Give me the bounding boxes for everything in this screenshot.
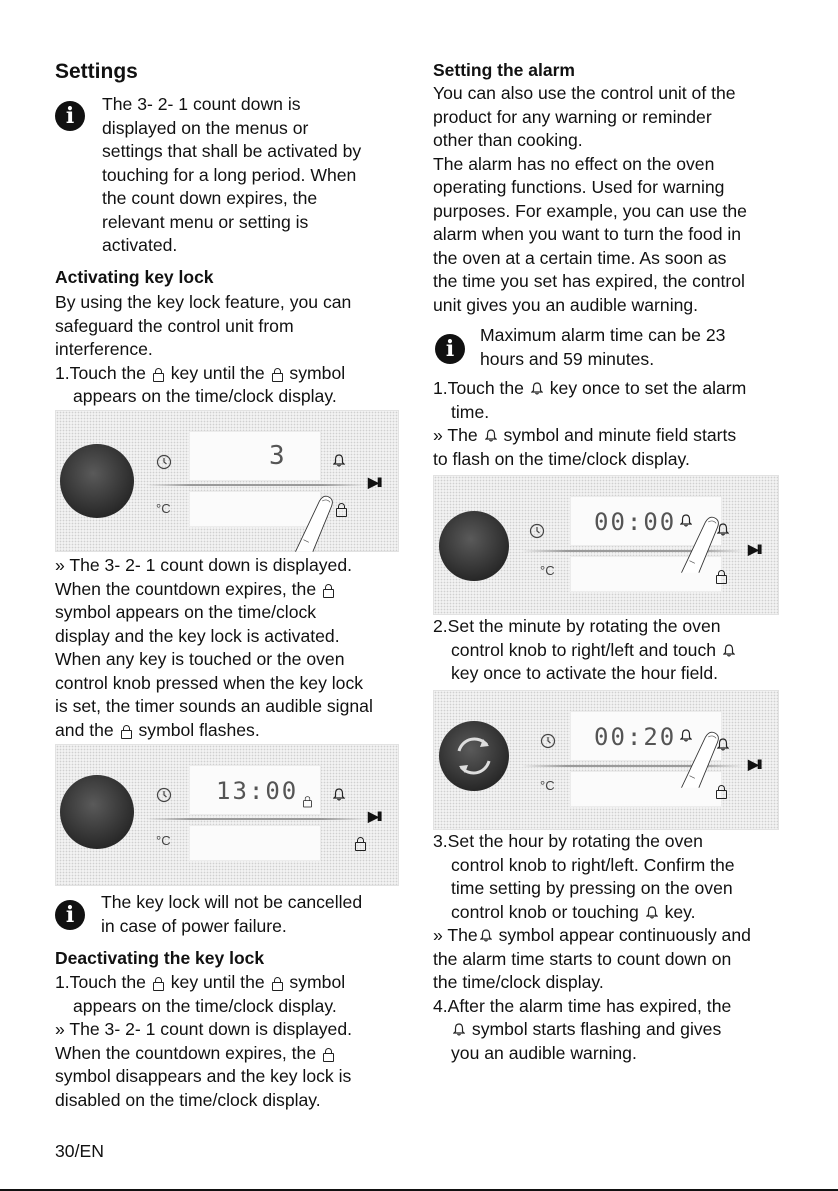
lock-icon	[303, 796, 312, 806]
temperature-symbol: °C	[156, 833, 171, 848]
text-line: symbol disappears and the key lock is	[55, 1066, 352, 1086]
lock-icon	[272, 977, 283, 989]
step-3-text	[433, 830, 751, 1065]
text-line: 1.Touch the key once to set the alarm	[433, 378, 747, 398]
text-line: the alarm time starts to count down on	[433, 948, 732, 969]
bell-icon	[485, 429, 497, 442]
text-line: » The 3- 2- 1 count down is displayed.	[55, 555, 352, 575]
activating-text	[55, 291, 351, 409]
note-line: relevant menu or setting is	[102, 211, 309, 232]
note-line: Maximum alarm time can be 23	[480, 325, 726, 345]
text-line: product for any warning or reminder	[433, 106, 712, 127]
bell-icon	[333, 788, 345, 801]
info-note	[101, 891, 362, 938]
bell-icon	[531, 382, 543, 395]
lock-icon	[323, 584, 334, 596]
info-icon: i	[55, 900, 85, 930]
text-line: » The symbol appear continuously and	[433, 925, 751, 945]
display-digits: 00:20	[594, 723, 677, 751]
display-digit: 3	[269, 441, 287, 471]
temp-display	[189, 825, 321, 861]
finger-icon	[672, 514, 727, 574]
clock-icon	[529, 523, 545, 539]
panel-line	[146, 818, 366, 820]
note-line: the count down expires, the	[102, 188, 318, 208]
temperature-symbol: °C	[156, 501, 171, 516]
start-pause-icon: ▶II	[748, 541, 761, 557]
start-pause-icon: ▶II	[748, 756, 761, 772]
page-number: 30/EN	[55, 1141, 104, 1161]
text-line: purposes. For example, you can use the	[433, 200, 747, 221]
finger-icon	[286, 493, 341, 553]
note-line: The 3- 2- 1 count down is	[102, 94, 301, 114]
text-line: to flash on the time/clock display.	[433, 448, 690, 469]
info-note	[102, 93, 361, 258]
note-line: touching for a long period. When	[102, 164, 357, 185]
temperature-symbol: °C	[540, 563, 555, 578]
note-line: in case of power failure.	[101, 915, 287, 936]
text-line: 3.Set the hour by rotating the oven	[433, 831, 703, 851]
finger-icon	[672, 729, 727, 789]
text-line: interference.	[55, 339, 153, 359]
start-pause-icon: ▶II	[368, 474, 381, 490]
text-line: is set, the timer sounds an audible signal	[55, 696, 373, 716]
lock-icon	[355, 837, 366, 849]
text-line: and the symbol flashes.	[55, 719, 260, 740]
text-line: alarm when you want to turn the food in	[433, 224, 742, 244]
control-panel-image	[433, 690, 779, 830]
control-panel-image	[55, 744, 399, 886]
note-line: The key lock will not be cancelled	[101, 892, 363, 912]
text-line: control knob to right/left and touch	[433, 639, 737, 663]
time-display	[189, 431, 321, 481]
clock-icon	[156, 787, 172, 803]
step-1: 1.Touch the key until the symbol	[55, 362, 346, 383]
note-line: activated.	[102, 235, 178, 255]
note-line: displayed on the menus or	[102, 117, 309, 138]
rotate-arrows-icon	[449, 731, 499, 781]
text-line: the oven at a certain time. As soon as	[433, 247, 727, 268]
text-line: control knob to right/left. Confirm the	[451, 854, 735, 875]
text-line: key once to activate the hour field.	[451, 663, 718, 683]
text-line: You can also use the control unit of the	[433, 83, 736, 103]
alarm-text	[433, 82, 747, 317]
lock-icon	[121, 725, 132, 737]
bell-icon	[480, 929, 492, 942]
bell-icon	[453, 1023, 465, 1036]
text-line: The alarm has no effect on the oven	[433, 153, 715, 174]
control-knob	[439, 511, 509, 581]
step-1: 1.Touch the key until the symbol	[55, 972, 346, 992]
text-line: display and the key lock is activated.	[55, 625, 340, 646]
display-digits: 00:00	[594, 508, 677, 536]
control-knob	[60, 775, 134, 849]
text-line: safeguard the control unit from	[55, 315, 294, 336]
after-text	[55, 554, 373, 742]
text-line: the time you set has expired, the control	[433, 271, 745, 291]
activating-heading: Activating key lock	[55, 267, 214, 287]
text-line: disabled on the time/clock display.	[55, 1089, 321, 1110]
panel-line	[146, 484, 366, 486]
lock-icon	[153, 977, 164, 989]
text-line: symbol appears on the time/clock	[55, 602, 317, 622]
text-line: » The symbol and minute field starts	[433, 425, 737, 445]
text-line: operating functions. Used for warning	[433, 177, 725, 197]
text-line: control knob pressed when the key lock	[55, 672, 364, 693]
text-line: time.	[451, 401, 490, 422]
temperature-symbol: °C	[540, 778, 555, 793]
clock-icon	[156, 454, 172, 470]
step-2-text	[433, 615, 737, 686]
text-line: When the countdown expires, the	[55, 578, 373, 602]
control-panel-image	[433, 475, 779, 615]
lock-icon	[153, 368, 164, 380]
control-panel-image	[55, 410, 399, 552]
text-line: appears on the time/clock display.	[73, 995, 337, 1016]
text-line: unit gives you an audible warning.	[433, 294, 699, 315]
control-knob	[60, 444, 134, 518]
text-line: appears on the time/clock display.	[73, 386, 337, 406]
info-icon: i	[435, 334, 465, 364]
info-note	[480, 324, 725, 371]
bell-icon	[333, 454, 345, 467]
text-line: other than cooking.	[433, 130, 583, 150]
lock-icon	[323, 1048, 334, 1060]
section-title: Settings	[55, 60, 138, 83]
text-line: 4.After the alarm time has expired, the	[433, 995, 732, 1016]
text-line: By using the key lock feature, you can	[55, 292, 352, 312]
step-1-text	[433, 377, 746, 471]
clock-icon	[540, 733, 556, 749]
text-line: 2.Set the minute by rotating the oven	[433, 616, 721, 636]
note-line: hours and 59 minutes.	[480, 348, 655, 369]
start-pause-icon: ▶II	[368, 808, 381, 824]
deactivating-text	[55, 971, 352, 1112]
text-line: symbol starts flashing and gives	[433, 1018, 751, 1042]
alarm-heading: Setting the alarm	[433, 60, 575, 80]
text-line: When any key is touched or the oven	[55, 649, 345, 669]
lock-icon	[272, 368, 283, 380]
text-line: time setting by pressing on the oven	[451, 878, 733, 898]
text-line: you an audible warning.	[451, 1042, 637, 1063]
bell-icon	[646, 906, 658, 919]
info-icon: i	[55, 101, 85, 131]
display-digits: 13:00	[216, 777, 299, 805]
text-line: control knob or touching key.	[451, 901, 696, 922]
text-line: the time/clock display.	[433, 972, 604, 992]
text-line: » The 3- 2- 1 count down is displayed.	[55, 1019, 352, 1039]
deactivating-heading: Deactivating the key lock	[55, 948, 265, 968]
bell-icon	[723, 644, 735, 657]
text-line: When the countdown expires, the	[55, 1042, 352, 1066]
note-line: settings that shall be activated by	[102, 141, 362, 161]
